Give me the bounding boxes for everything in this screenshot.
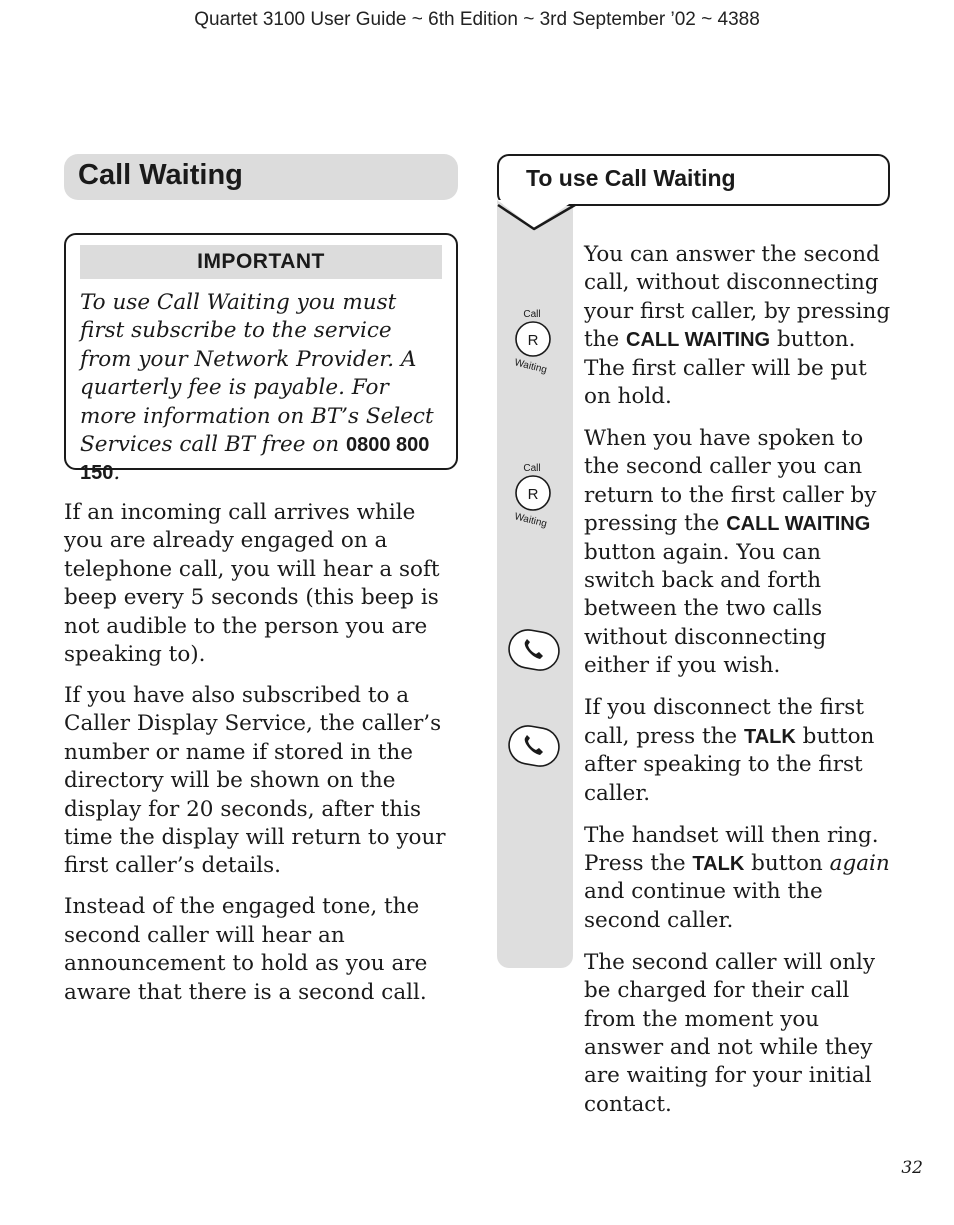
r-button-icon-graphic [502, 303, 566, 379]
step-return-first-caller [584, 425, 896, 681]
step4-text-b: button [744, 850, 830, 876]
r-label: R [527, 332, 539, 349]
call-waiting-button-icon [502, 457, 566, 537]
talk-button-name: TALK [744, 725, 796, 748]
step-charging-note: The second caller will only be charged for their call from the moment you answer and not while they are waiting for your initial contact. [584, 949, 876, 1117]
step1-text-a: You can answer the second call, without disconnecting your first caller, by pressing the [584, 242, 891, 353]
bt-phone-number: 0800 800 150 [80, 434, 430, 485]
waiting-label: Waiting [513, 357, 548, 376]
important-notice-box [64, 233, 458, 486]
step2-text-b: button again. You can switch back and forth between the two calls without disconnecting either if you wish. [584, 539, 827, 679]
handset-icon [507, 628, 561, 672]
step4-text-a: The handset will then ring. Press the [584, 822, 879, 876]
call-waiting-button-icon [502, 303, 566, 383]
talk-button-icon [507, 628, 561, 676]
step4-text-c: and continue with the second caller. [584, 879, 823, 933]
tab-pointer-arrow [497, 200, 577, 234]
section-title-bar [64, 154, 458, 200]
left-body-text [64, 499, 460, 1020]
step-handset-rings [584, 822, 896, 936]
call-label: Call [523, 463, 541, 474]
important-heading: IMPORTANT [80, 245, 442, 279]
talk-button-icon [507, 724, 561, 772]
section-title: Call Waiting [78, 159, 243, 191]
page-number: 32 [901, 1158, 923, 1178]
paragraph-incoming-call: If an incoming call arrives while you are already engaged on a telephone call, you will hear a soft beep every 5 seconds (this beep is not audible to the person you are speaking to). [64, 500, 440, 668]
call-label: Call [523, 309, 541, 320]
important-text [80, 289, 444, 488]
step4-emphasis: again [829, 850, 890, 876]
paragraph-caller-display: If you have also subscribed to a Caller Display Service, the caller’s number or name if stored in the directory will be shown on the display for 20 seconds, after this time the display will return to your first caller’s details. [64, 683, 446, 879]
step-answer-second-call [584, 241, 896, 411]
procedure-header-tab [497, 154, 890, 206]
step-disconnect-first-call [584, 694, 896, 808]
r-button-icon-graphic [502, 457, 566, 533]
r-label: R [527, 486, 539, 503]
procedure-steps [584, 241, 896, 1133]
paragraph-announcement: Instead of the engaged tone, the second caller will hear an announcement to hold as you are aware that there is a second call. [64, 894, 428, 1005]
call-waiting-button-name: CALL WAITING [626, 329, 771, 352]
important-end-punctuation: . [113, 460, 121, 486]
call-waiting-button-name: CALL WAITING [726, 513, 871, 536]
step2-text-a: When you have spoken to the second caller you can return to the first caller by pressing the [584, 426, 877, 537]
handset-icon [507, 724, 561, 768]
talk-button-name: TALK [692, 852, 745, 875]
running-header: Quartet 3100 User Guide ~ 6th Edition ~ 3rd September ’02 ~ 4388 [194, 9, 760, 30]
procedure-title: To use Call Waiting [526, 165, 736, 191]
step3-text-b: button after speaking to the first caller. [584, 723, 875, 806]
step3-text-a: If you disconnect the first call, press the [584, 695, 864, 749]
waiting-label: Waiting [513, 511, 548, 530]
step1-text-b: button. The first caller will be put on hold. [584, 327, 867, 410]
important-body-text: To use Call Waiting you must first subscribe to the service from your Network Provider. A quarterly fee is payable. For more information on BT’s Select Services call BT free on [80, 290, 434, 458]
